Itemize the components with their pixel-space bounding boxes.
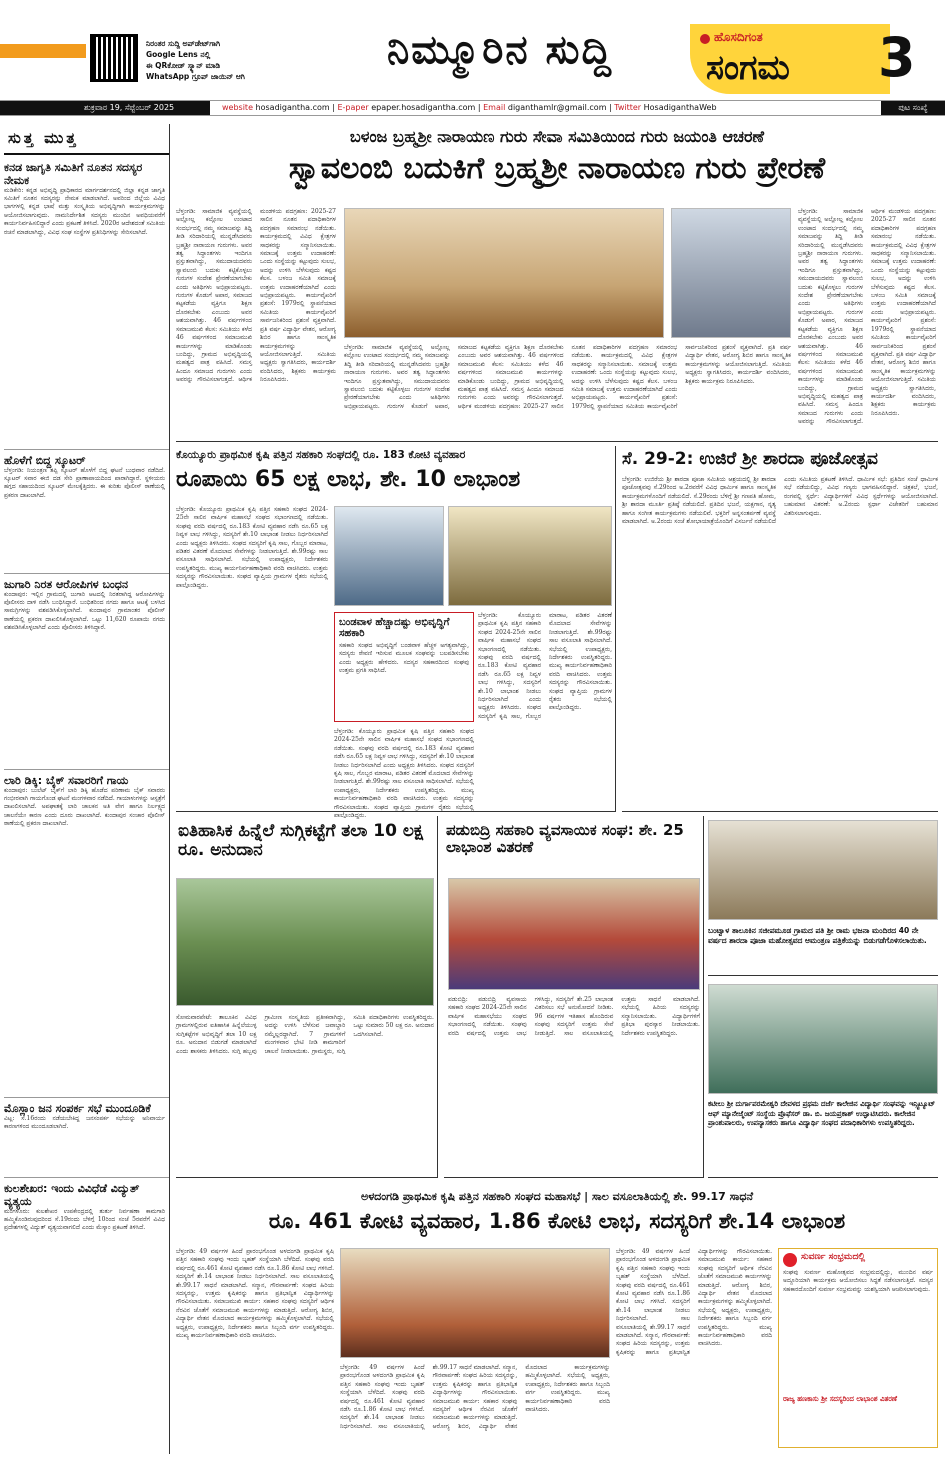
- contact-strip: website hosadigantha.com | E-paper epaper.hosadigantha.com | Email diganthamlr@gmail.com | Twitter HosadiganthaWeb: [222, 103, 717, 112]
- story-koyyur: [176, 446, 616, 820]
- suvarna-logo-icon: [783, 1253, 797, 1267]
- page-number: 3: [878, 26, 916, 89]
- story6-kicker-bar: ಅಳದಂಗಡಿ ಪ್ರಾಥಮಿಕ ಕೃಷಿ ಪತ್ತಿನ ಸಹಕಾರಿ ಸಂಘದ ಮಹಾಸಭೆ | ಸಾಲ ವಸೂಲಾತಿಯಲ್ಲಿ ಶೇ. 99.17 ಸಾಧನೆ: [360, 1190, 754, 1203]
- caption-b: ಕಟೀಲು ಶ್ರೀ ದುರ್ಗಾಪರಮೇಶ್ವರಿ ದೇವಳದ ಪ್ರಥಮ ದರ್ಜೆ ಕಾಲೇಜಿನ ವಿದ್ಯಾರ್ಥಿ ಸಂಘವನ್ನು ಇನ್ಸ್ಟಿಟ್ಯೂಟ್ ಆಫ್ ಮ್ಯಾನೇಜ್ಮೆಂಟ್ ಸಂಸ್ಥೆಯ ಪ್ರೊಫೆಸರ್ ಡಾ. ಬಿ. ಜಯಪ್ರಕಾಶ್ ಉದ್ಘಾಟಿಸಿದರು. ಕಾಲೇಜಿನ ಪ್ರಾಂಶುಪಾಲರು, ಉಪನ್ಯಾಸಕರು ಹಾಗೂ ವಿದ್ಯಾರ್ಥಿ ಸಂಘದ ಪದಾಧಿಕಾರಿಗಳು ಉಪಸ್ಥಿತರಿದ್ದರು.: [708, 1100, 936, 1128]
- masthead: [0, 0, 945, 118]
- story5-body: ಪಡುಬಿದ್ರಿ: ಪಡುಬಿದ್ರಿ ವ್ಯವಸಾಯ ಸಹಕಾರಿ ಸಂಘದ 2024-25ನೇ ಸಾಲಿನ ವಾರ್ಷಿಕ ಮಹಾಸಭೆಯು ಸಂಘದ ಸಭಾಂಗಣದಲ್ಲಿ ನಡೆಯಿತು. ಸಂಘವು ವರದಿ ವರ್ಷದಲ್ಲಿ ಉತ್ತಮ ಲಾಭ ಗಳಿಸಿದ್ದು, ಸದಸ್ಯರಿಗೆ ಶೇ.25 ಲಾಭಾಂಶ ವಿತರಿಸಲು ಸಭೆ ಅನುಮೋದನೆ ನೀಡಿತು. 96 ವರ್ಷಗಳ ಇತಿಹಾಸ ಹೊಂದಿರುವ ಸಂಘವು ಸದಸ್ಯರಿಗೆ ಉತ್ತಮ ಸೇವೆ ನೀಡುತ್ತಿದೆ. ಸಾಲ ವಸೂಲಾತಿಯಲ್ಲಿ ಉತ್ತಮ ಸಾಧನೆ ಮಾಡಲಾಗಿದೆ. ಸಭೆಯಲ್ಲಿ ಹಿರಿಯ ಸದಸ್ಯರನ್ನು ಸನ್ಮಾನಿಸಲಾಯಿತು. ವಿದ್ಯಾರ್ಥಿಗಳಿಗೆ ಪ್ರತಿಭಾ ಪುರಸ್ಕಾರ ನೀಡಲಾಯಿತು. ನಿರ್ದೇಶಕರು ಉಪಸ್ಥಿತರಿದ್ದರು.: [448, 996, 700, 1037]
- suvarna-box: ಸುವರ್ಣ ಸಂಭ್ರಮದಲ್ಲಿ ಸಂಘವು ಸುವರ್ಣ ಮಹೋತ್ಸವದ ಸಂಭ್ರಮದಲ್ಲಿದ್ದು, ಮುಂದಿನ ವರ್ಷ ಅದ್ದೂರಿಯಾಗಿ ಕಾರ್ಯಕ್ರಮ ಆಯೋಜಿಸಲು ಸಿದ್ಧತೆ ನಡೆಸಲಾಗುತ್ತಿದೆ. ಸದಸ್ಯರ ಸಹಕಾರದೊಂದಿಗೆ ಸುವರ್ಣ ಸಂಭ್ರಮವನ್ನು ಯಶಸ್ವಿಯಾಗಿ ಆಚರಿಸಲಾಗುವುದು. ರಾಜ್ಯ ಹಣಕಾಸು ಶ್ರೀ ಸದಸ್ಯರಿಂದ ಲಾಭಾಂಶ ವಿತರಣೆ: [778, 1248, 938, 1448]
- twitter-link[interactable]: HosadiganthaWeb: [643, 103, 717, 112]
- epaper-link[interactable]: epaper.hosadigantha.com: [371, 103, 476, 112]
- story-ujire: [622, 446, 938, 812]
- story2-body-bottom: ಬೆಳ್ತಂಗಡಿ: ಕೊಯ್ಯೂರು ಪ್ರಾಥಮಿಕ ಕೃಷಿ ಪತ್ತಿನ ಸಹಕಾರಿ ಸಂಘದ 2024-25ನೇ ಸಾಲಿನ ವಾರ್ಷಿಕ ಮಹಾಸಭೆ ಸಂಘದ ಸಭಾಂಗಣದಲ್ಲಿ ನಡೆಯಿತು. ಸಂಘವು ವರದಿ ವರ್ಷದಲ್ಲಿ ರೂ.183 ಕೋಟಿ ವ್ಯವಹಾರ ನಡೆಸಿ ರೂ.65 ಲಕ್ಷ ನಿವ್ವಳ ಲಾಭ ಗಳಿಸಿದ್ದು, ಸದಸ್ಯರಿಗೆ ಶೇ.10 ಲಾಭಾಂಶ ನೀಡಲು ನಿರ್ಧರಿಸಲಾಗಿದೆ ಎಂದು ಅಧ್ಯಕ್ಷರು ತಿಳಿಸಿದರು. ಸಂಘದ ಸದಸ್ಯರಿಗೆ ಕೃಷಿ ಸಾಲ, ಗೊಬ್ಬರ ಮಾರಾಟ, ಪಡಿತರ ವಿತರಣೆ ಮೊದಲಾದ ಸೇವೆಗಳನ್ನು ನೀಡಲಾಗುತ್ತಿದೆ. ಶೇ.99ರಷ್ಟು ಸಾಲ ವಸೂಲಾತಿ ಸಾಧಿಸಲಾಗಿದೆ. ಸಭೆಯಲ್ಲಿ ಉಪಾಧ್ಯಕ್ಷರು, ನಿರ್ದೇಶಕರು ಉಪಸ್ಥಿತರಿದ್ದರು. ಮುಖ್ಯ ಕಾರ್ಯನಿರ್ವಹಣಾಧಿಕಾರಿ ವರದಿ ವಾಚಿಸಿದರು. ಉತ್ತಮ ಸದಸ್ಯರನ್ನು ಗೌರವಿಸಲಾಯಿತು. ಸಂಘದ ವ್ಯಾಪ್ತಿಯ ಗ್ರಾಮಗಳ ರೈತರು ಸಭೆಯಲ್ಲಿ ಪಾಲ್ಗೊಂಡಿದ್ದರು.: [334, 728, 474, 820]
- story2-headline: ರೂಪಾಯಿ 65 ಲಕ್ಷ ಲಾಭ, ಶೇ. 10 ಲಾಭಾಂಶ: [176, 466, 521, 492]
- lead-kicker: ಬಳಂಜ ಬ್ರಹ್ಮಶ್ರೀ ನಾರಾಯಣ ಗುರು ಸೇವಾ ಸಮಿತಿಯಿಂದ ಗುರು ಜಯಂತಿ ಆಚರಣೆ: [349, 127, 765, 146]
- lead-headline: ಸ್ವಾವಲಂಬಿ ಬದುಕಿಗೆ ಬ್ರಹ್ಮಶ್ರೀ ನಾರಾಯಣ ಗುರು ಪ್ರೇರಣೆ: [288, 150, 826, 186]
- brand-name: ಹೊಸದಿಗಂತ: [714, 30, 763, 44]
- sidebar-logo: ಸುತ್ತ ಮುತ್ತ: [4, 124, 169, 155]
- lead-body-left: ಬೆಳ್ತಂಗಡಿ: ಸಾಮಾಜಿಕ ವ್ಯವಸ್ಥೆಯಲ್ಲಿ ಅಲ್ಲೋಲ್ಲ ಕಲ್ಲೋಲ ಉಂಟಾದ ಸಂದರ್ಭದಲ್ಲಿ ನಮ್ಮ ಸಮಾಜವನ್ನು ತಿದ್ದಿ ತೀಡಿ ಸರಿದಾರಿಯಲ್ಲಿ ಮುನ್ನಡೆಸಿದವರು ಬ್ರಹ್ಮಶ್ರೀ ನಾರಾಯಣ ಗುರುಗಳು. ಅವರ ತತ್ವ ಸಿದ್ಧಾಂತಗಳು ಇಂದಿಗೂ ಪ್ರಸ್ತುತವಾಗಿದ್ದು, ಸಮುದಾಯದವರು ಸ್ವಾವಲಂಬಿ ಬದುಕು ಕಟ್ಟಿಕೊಳ್ಳಲು ಗುರುಗಳ ಸಂದೇಶ ಪ್ರೇರಣೆಯಾಗಬೇಕು ಎಂದು ಅತಿಥಿಗಳು ಅಭಿಪ್ರಾಯಪಟ್ಟರು. ಗುರುಗಳ ಕೊಡುಗೆ ಅಪಾರ, ಸಮಾಜದ ಕಟ್ಟಕಡೆಯ ವ್ಯಕ್ತಿಗೂ ಶಿಕ್ಷಣ ದೊರಕಬೇಕು ಎಂಬುದು ಅವರ ಆಶಯವಾಗಿತ್ತು. 46 ವರ್ಷಗಳಿಂದ ಸಮಾಜಮುಖಿ ಕೆಲಸ: ಸಮಿತಿಯು ಕಳೆದ 46 ವರ್ಷಗಳಿಂದ ಸಮಾಜಮುಖಿ ಕಾರ್ಯಗಳನ್ನು ಮಾಡಿಕೊಂಡು ಬಂದಿದ್ದು, ಗ್ರಾಮದ ಅಭಿವೃದ್ಧಿಯಲ್ಲಿ ಮಹತ್ವದ ಪಾತ್ರ ವಹಿಸಿದೆ. ಸಮಸ್ತ ಹಿಂದೂ ಸಮಾಜದ ಗುರುಗಳು ಎಂದು ಅವರನ್ನು ಗೌರವಿಸಲಾಗುತ್ತದೆ. ಆರ್ಥಿಕ ಮಂಡಳಿಯ ಪದಗ್ರಹಣ: 2025-27 ಸಾಲಿನ ನೂತನ ಪದಾಧಿಕಾರಿಗಳ ಪದಗ್ರಹಣ ಸಮಾರಂಭ ನಡೆಯಿತು. ಕಾರ್ಯಕ್ರಮದಲ್ಲಿ ವಿವಿಧ ಕ್ಷೇತ್ರಗಳ ಸಾಧಕರನ್ನು ಸನ್ಮಾನಿಸಲಾಯಿತು. ಸಮಾಜಕ್ಕೆ ಉತ್ತಮ ಉದಾಹರಣೆ: ಒಂದು ಸಂಸ್ಥೆಯನ್ನು ಕಟ್ಟುವುದು ಸುಲಭ, ಅದನ್ನು ಉಳಿಸಿ ಬೆಳೆಸುವುದು ಕಷ್ಟದ ಕೆಲಸ. ಬಳಂಜ ಸಮಿತಿ ಸಮಾಜಕ್ಕೆ ಉತ್ತಮ ಉದಾಹರಣೆಯಾಗಿದೆ ಎಂದು ಅಭಿಪ್ರಾಯಪಟ್ಟರು. ಕಾರ್ಯವೈಖರಿಗೆ ಪ್ರಶಂಸೆ: 1979ರಲ್ಲಿ ಸ್ಥಾಪನೆಯಾದ ಸಮಿತಿಯ ಕಾರ್ಯವೈಖರಿಗೆ ಸಾರ್ವಜನಿಕರಿಂದ ಪ್ರಶಂಸೆ ವ್ಯಕ್ತವಾಗಿದೆ. ಪ್ರತಿ ವರ್ಷ ವಿದ್ಯಾರ್ಥಿ ವೇತನ, ಆರೋಗ್ಯ ಶಿಬಿರ ಹಾಗೂ ಸಾಂಸ್ಕೃತಿಕ ಕಾರ್ಯಕ್ರಮಗಳನ್ನು ಆಯೋಜಿಸಲಾಗುತ್ತಿದೆ. ಸಮಿತಿಯ ಅಧ್ಯಕ್ಷರು ಸ್ವಾಗತಿಸಿದರು, ಕಾರ್ಯದರ್ಶಿ ವಂದಿಸಿದರು, ಶಿಕ್ಷಕರು ಕಾರ್ಯಕ್ರಮ ನಿರೂಪಿಸಿದರು.: [176, 208, 336, 384]
- sidebar-item: ಕುಲಶೇಖರ: ಇಂದು ವಿವಿಧೆಡೆ ವಿದ್ಯುತ್ ವ್ಯತ್ಯಯ ಮಂಗಳೂರು: ಕುಲಶೇಖರ ಉಪಕೇಂದ್ರದಲ್ಲಿ ತುರ್ತು ನಿರ್ವಹಣಾ ಕಾಮಗಾರಿ ಹಮ್ಮಿಕೊಂಡಿರುವುದರಿಂದ ಸೆ.19ರಂದು ಬೆಳಿಗ್ಗೆ 10ರಿಂದ ಸಂಜೆ 5ರವರೆಗೆ ವಿವಿಧ ಪ್ರದೇಶಗಳಲ್ಲಿ ವಿದ್ಯುತ್ ವ್ಯತ್ಯಯವಾಗಲಿದೆ ಎಂದು ಮೆಸ್ಕಾಂ ಪ್ರಕಟಣೆ ತಿಳಿಸಿದೆ.: [4, 1177, 169, 1300]
- date-badge: ಶುಕ್ರವಾರ 19, ಸೆಪ್ಟೆಂಬರ್ 2025: [0, 101, 210, 115]
- story2-kicker: ಕೊಯ್ಯೂರು ಪ್ರಾಥಮಿಕ ಕೃಷಿ ಪತ್ತಿನ ಸಹಕಾರಿ ಸಂಘದಲ್ಲಿ ರೂ. 183 ಕೋಟಿ ವ್ಯವಹಾರ: [176, 449, 466, 461]
- story3-kicker: ಸೆ. 29-2: ಉಜಿರೆ ಶ್ರೀ ಶಾರದಾ ಪೂಜೋತ್ಸವ: [622, 449, 878, 469]
- story3-body: ಬೆಳ್ತಂಗಡಿ: ಉಜಿರೆಯ ಶ್ರೀ ಶಾರದಾ ಪೂಜಾ ಸಮಿತಿಯ ಆಶ್ರಯದಲ್ಲಿ ಶ್ರೀ ಶಾರದಾ ಪೂಜೋತ್ಸವವು ಸೆ.29ರಿಂದ ಅ.2ರವರೆಗೆ ವಿವಿಧ ಧಾರ್ಮಿಕ ಹಾಗೂ ಸಾಂಸ್ಕೃತಿಕ ಕಾರ್ಯಕ್ರಮಗಳೊಂದಿಗೆ ನಡೆಯಲಿದೆ. ಸೆ.29ರಂದು ಬೆಳಿಗ್ಗೆ ಶ್ರೀ ಗಣಪತಿ ಹೋಮ, ಶ್ರೀ ಶಾರದಾ ಮೂರ್ತಿ ಪ್ರತಿಷ್ಠೆ ನಡೆಯಲಿದೆ. ಪ್ರತಿದಿನ ಭಜನೆ, ಯಕ್ಷಗಾನ, ನೃತ್ಯ ಹಾಗೂ ಸಂಗೀತ ಕಾರ್ಯಕ್ರಮಗಳು ನಡೆಯಲಿವೆ. ಭಕ್ತರಿಗೆ ಅನ್ನಸಂತರ್ಪಣೆ ವ್ಯವಸ್ಥೆ ಮಾಡಲಾಗಿದೆ. ಅ.2ರಂದು ಸಂಜೆ ಶೋಭಾಯಾತ್ರೆಯೊಂದಿಗೆ ವಿಸರ್ಜನೆ ನಡೆಯಲಿದೆ ಎಂದು ಸಮಿತಿಯ ಪ್ರಕಟಣೆ ತಿಳಿಸಿದೆ. ಧಾರ್ಮಿಕ ಸಭೆ: ಪ್ರತಿದಿನ ಸಂಜೆ ಧಾರ್ಮಿಕ ಸಭೆ ನಡೆಯಲಿದ್ದು, ವಿವಿಧ ಗಣ್ಯರು ಭಾಗವಹಿಸಲಿದ್ದಾರೆ. ಚಿತ್ರಕಲೆ, ಭಜನೆ, ರಂಗವಲ್ಲಿ ಸ್ಪರ್ಧೆ: ವಿದ್ಯಾರ್ಥಿಗಳಿಗೆ ವಿವಿಧ ಸ್ಪರ್ಧೆಗಳನ್ನು ಆಯೋಜಿಸಲಾಗಿದೆ. ಬಹುಮಾನ ವಿತರಣೆ: ಅ.2ರಂದು ಸ್ಪರ್ಧಾ ವಿಜೇತರಿಗೆ ಬಹುಮಾನ ವಿತರಿಸಲಾಗುವುದು.: [622, 476, 938, 526]
- sidebar-item: ಜುಗಾರಿ ನಿರತ ಆರೋಪಿಗಳ ಬಂಧನ ಕುಂದಾಪುರ: ಇಲ್ಲಿನ ಗ್ರಾಮದಲ್ಲಿ ಜುಗಾರಿ ಆಟದಲ್ಲಿ ನಿರತರಾಗಿದ್ದ ಆರೋಪಿಗಳನ್ನು ಪೊಲೀಸರು ದಾಳಿ ನಡೆಸಿ ಬಂಧಿಸಿದ್ದಾರೆ. ಬಂಧಿತರಿಂದ ನಗದು ಹಾಗೂ ಆಟಕ್ಕೆ ಬಳಸಿದ ಸಾಮಗ್ರಿಗಳನ್ನು ವಶಪಡಿಸಿಕೊಳ್ಳಲಾಗಿದೆ. ಕುಂದಾಪುರ ಗ್ರಾಮಾಂತರ ಪೊಲೀಸ್ ಠಾಣೆಯಲ್ಲಿ ಪ್ರಕರಣ ದಾಖಲಿಸಿಕೊಳ್ಳಲಾಗಿದೆ. ಒಟ್ಟು 11,620 ರೂಪಾಯಿ ನಗದು ವಶಪಡಿಸಿಕೊಳ್ಳಲಾಗಿದೆ ಎಂದು ಪೊಲೀಸರು ತಿಳಿಸಿದ್ದಾರೆ.: [4, 573, 169, 763]
- sidebar-item: ಕನಡ ಜಾಗೃತಿ ಸಮಿತಿಗೆ ನೂತನ ಸದಸ್ಯರ ನೇಮಕ ಮಡಿಕೇರಿ: ಕನ್ನಡ ಅಭಿವೃದ್ಧಿ ಪ್ರಾಧಿಕಾರದ ಮಾರ್ಗದರ್ಶನದಲ್ಲಿ ಜಿಲ್ಲಾ ಕನ್ನಡ ಜಾಗೃತಿ ಸಮಿತಿಗೆ ನೂತನ ಸದಸ್ಯರನ್ನು ನೇಮಕ ಮಾಡಲಾಗಿದೆ. ಅವರಿಂದ ಜಿಲ್ಲೆಯ ವಿವಿಧ ಭಾಗಗಳಲ್ಲಿ ಕನ್ನಡ ಭಾಷೆ ಮತ್ತು ಸಂಸ್ಕೃತಿಯ ಅಭಿವೃದ್ಧಿಗಾಗಿ ಕಾರ್ಯಕ್ರಮಗಳನ್ನು ಆಯೋಜಿಸಲಾಗುವುದು. ನಾಮನಿರ್ದೇಶಿತ ಸದಸ್ಯರು ಮುಂದಿನ ಅವಧಿಯವರೆಗೆ ಕಾರ್ಯನಿರ್ವಹಿಸಲಿದ್ದಾರೆ ಎಂದು ಪ್ರಕಟಣೆ ತಿಳಿಸಿದೆ. 2020ರ ಆದೇಶದಂತೆ ಸಮಿತಿಯ ರಚನೆ ಮಾಡಲಾಗಿದ್ದು, ವಿವಿಧ ಸಂಘ ಸಂಸ್ಥೆಗಳ ಪ್ರತಿನಿಧಿಗಳನ್ನು ಸೇರಿಸಲಾಗಿದೆ.: [4, 160, 165, 236]
- story5-headline: ಪಡುಬಿದ್ರಿ ಸಹಕಾರಿ ವ್ಯವಸಾಯಿಕ ಸಂಘ: ಶೇ. 25 ಲಾಭಾಂಶ ವಿತರಣೆ: [446, 821, 684, 856]
- photo-block-a: [708, 816, 938, 976]
- story2-body-right: ಬೆಳ್ತಂಗಡಿ: ಕೊಯ್ಯೂರು ಪ್ರಾಥಮಿಕ ಕೃಷಿ ಪತ್ತಿನ ಸಹಕಾರಿ ಸಂಘದ 2024-25ನೇ ಸಾಲಿನ ವಾರ್ಷಿಕ ಮಹಾಸಭೆ ಸಂಘದ ಸಭಾಂಗಣದಲ್ಲಿ ನಡೆಯಿತು. ಸಂಘವು ವರದಿ ವರ್ಷದಲ್ಲಿ ರೂ.183 ಕೋಟಿ ವ್ಯವಹಾರ ನಡೆಸಿ ರೂ.65 ಲಕ್ಷ ನಿವ್ವಳ ಲಾಭ ಗಳಿಸಿದ್ದು, ಸದಸ್ಯರಿಗೆ ಶೇ.10 ಲಾಭಾಂಶ ನೀಡಲು ನಿರ್ಧರಿಸಲಾಗಿದೆ ಎಂದು ಅಧ್ಯಕ್ಷರು ತಿಳಿಸಿದರು. ಸಂಘದ ಸದಸ್ಯರಿಗೆ ಕೃಷಿ ಸಾಲ, ಗೊಬ್ಬರ ಮಾರಾಟ, ಪಡಿತರ ವಿತರಣೆ ಮೊದಲಾದ ಸೇವೆಗಳನ್ನು ನೀಡಲಾಗುತ್ತಿದೆ. ಶೇ.99ರಷ್ಟು ಸಾಲ ವಸೂಲಾತಿ ಸಾಧಿಸಲಾಗಿದೆ. ಸಭೆಯಲ್ಲಿ ಉಪಾಧ್ಯಕ್ಷರು, ನಿರ್ದೇಶಕರು ಉಪಸ್ಥಿತರಿದ್ದರು. ಮುಖ್ಯ ಕಾರ್ಯನಿರ್ವಹಣಾಧಿಕಾರಿ ವರದಿ ವಾಚಿಸಿದರು. ಉತ್ತಮ ಸದಸ್ಯರನ್ನು ಗೌರವಿಸಲಾಯಿತು. ಸಂಘದ ವ್ಯಾಪ್ತಿಯ ಗ್ರಾಮಗಳ ರೈತರು ಸಭೆಯಲ್ಲಿ ಪಾಲ್ಗೊಂಡಿದ್ದರು.: [478, 612, 612, 720]
- email-link[interactable]: diganthamlr@gmail.com: [507, 103, 607, 112]
- orange-accent-bar: [0, 44, 86, 58]
- sidebar: [4, 124, 170, 1454]
- story2-box: ಬಂಡವಾಳ ಹೆಚ್ಚಾದಷ್ಟು ಅಭಿವೃದ್ಧಿಗೆ ಸಹಕಾರಿ ಸಹಕಾರಿ ಸಂಘದ ಅಭಿವೃದ್ಧಿಗೆ ಬಂಡವಾಳ ಹೆಚ್ಚಳ ಅಗತ್ಯವಾಗಿದ್ದು, ಸದಸ್ಯರು ಠೇವಣಿ ಇರಿಸುವ ಮೂಲಕ ಸಂಘವನ್ನು ಬಲಪಡಿಸಬೇಕು ಎಂದು ಅಧ್ಯಕ್ಷರು ಹೇಳಿದರು. ಸದಸ್ಯರ ಸಹಕಾರದಿಂದ ಸಂಘವು ಉತ್ತಮ ಪ್ರಗತಿ ಸಾಧಿಸಿದೆ.: [334, 612, 474, 722]
- story6-body-bottom: ಬೆಳ್ತಂಗಡಿ: 49 ವರ್ಷಗಳ ಹಿಂದೆ ಪ್ರಾರಂಭಗೊಂಡ ಅಳದಂಗಡಿ ಪ್ರಾಥಮಿಕ ಕೃಷಿ ಪತ್ತಿನ ಸಹಕಾರಿ ಸಂಘವು ಇಂದು ಬೃಹತ್ ಸಂಸ್ಥೆಯಾಗಿ ಬೆಳೆದಿದೆ. ಸಂಘವು ವರದಿ ವರ್ಷದಲ್ಲಿ ರೂ.461 ಕೋಟಿ ವ್ಯವಹಾರ ನಡೆಸಿ ರೂ.1.86 ಕೋಟಿ ಲಾಭ ಗಳಿಸಿದೆ. ಸದಸ್ಯರಿಗೆ ಶೇ.14 ಲಾಭಾಂಶ ನೀಡಲು ನಿರ್ಧರಿಸಲಾಗಿದೆ. ಸಾಲ ವಸೂಲಾತಿಯಲ್ಲಿ ಶೇ.99.17 ಸಾಧನೆ ಮಾಡಲಾಗಿದೆ. ಸನ್ಮಾನ, ಗೌರವಾರ್ಪಣೆ: ಸಂಘದ ಹಿರಿಯ ಸದಸ್ಯರನ್ನು, ಉತ್ತಮ ಕೃಷಿಕರನ್ನು ಹಾಗೂ ಪ್ರತಿಭಾನ್ವಿತ ವಿದ್ಯಾರ್ಥಿಗಳನ್ನು ಗೌರವಿಸಲಾಯಿತು. ಸಮಾಜಮುಖಿ ಕಾರ್ಯ: ಸಹಕಾರ ಸಂಘವು ಸದಸ್ಯರಿಗೆ ಆರ್ಥಿಕ ನೆರವಿನ ಜೊತೆಗೆ ಸಮಾಜಮುಖಿ ಕಾರ್ಯಗಳನ್ನು ಮಾಡುತ್ತಿದೆ. ಆರೋಗ್ಯ ಶಿಬಿರ, ವಿದ್ಯಾರ್ಥಿ ವೇತನ ಮೊದಲಾದ ಕಾರ್ಯಕ್ರಮಗಳನ್ನು ಹಮ್ಮಿಕೊಳ್ಳಲಾಗಿದೆ. ಸಭೆಯಲ್ಲಿ ಅಧ್ಯಕ್ಷರು, ಉಪಾಧ್ಯಕ್ಷರು, ನಿರ್ದೇಶಕರು ಹಾಗೂ ಸಿಬ್ಬಂದಿ ವರ್ಗ ಉಪಸ್ಥಿತರಿದ್ದರು. ಮುಖ್ಯ ಕಾರ್ಯನಿರ್ವಹಣಾಧಿಕಾರಿ ವರದಿ ವಾಚಿಸಿದರು.: [340, 1364, 610, 1430]
- lead-story: [176, 124, 938, 442]
- page-label: ಪುಟ ಸಂಖ್ಯೆ: [881, 101, 945, 115]
- lead-body-right: ಬೆಳ್ತಂಗಡಿ: ಸಾಮಾಜಿಕ ವ್ಯವಸ್ಥೆಯಲ್ಲಿ ಅಲ್ಲೋಲ್ಲ ಕಲ್ಲೋಲ ಉಂಟಾದ ಸಂದರ್ಭದಲ್ಲಿ ನಮ್ಮ ಸಮಾಜವನ್ನು ತಿದ್ದಿ ತೀಡಿ ಸರಿದಾರಿಯಲ್ಲಿ ಮುನ್ನಡೆಸಿದವರು ಬ್ರಹ್ಮಶ್ರೀ ನಾರಾಯಣ ಗುರುಗಳು. ಅವರ ತತ್ವ ಸಿದ್ಧಾಂತಗಳು ಇಂದಿಗೂ ಪ್ರಸ್ತುತವಾಗಿದ್ದು, ಸಮುದಾಯದವರು ಸ್ವಾವಲಂಬಿ ಬದುಕು ಕಟ್ಟಿಕೊಳ್ಳಲು ಗುರುಗಳ ಸಂದೇಶ ಪ್ರೇರಣೆಯಾಗಬೇಕು ಎಂದು ಅತಿಥಿಗಳು ಅಭಿಪ್ರಾಯಪಟ್ಟರು. ಗುರುಗಳ ಕೊಡುಗೆ ಅಪಾರ, ಸಮಾಜದ ಕಟ್ಟಕಡೆಯ ವ್ಯಕ್ತಿಗೂ ಶಿಕ್ಷಣ ದೊರಕಬೇಕು ಎಂಬುದು ಅವರ ಆಶಯವಾಗಿತ್ತು. 46 ವರ್ಷಗಳಿಂದ ಸಮಾಜಮುಖಿ ಕೆಲಸ: ಸಮಿತಿಯು ಕಳೆದ 46 ವರ್ಷಗಳಿಂದ ಸಮಾಜಮುಖಿ ಕಾರ್ಯಗಳನ್ನು ಮಾಡಿಕೊಂಡು ಬಂದಿದ್ದು, ಗ್ರಾಮದ ಅಭಿವೃದ್ಧಿಯಲ್ಲಿ ಮಹತ್ವದ ಪಾತ್ರ ವಹಿಸಿದೆ. ಸಮಸ್ತ ಹಿಂದೂ ಸಮಾಜದ ಗುರುಗಳು ಎಂದು ಅವರನ್ನು ಗೌರವಿಸಲಾಗುತ್ತದೆ. ಆರ್ಥಿಕ ಮಂಡಳಿಯ ಪದಗ್ರಹಣ: 2025-27 ಸಾಲಿನ ನೂತನ ಪದಾಧಿಕಾರಿಗಳ ಪದಗ್ರಹಣ ಸಮಾರಂಭ ನಡೆಯಿತು. ಕಾರ್ಯಕ್ರಮದಲ್ಲಿ ವಿವಿಧ ಕ್ಷೇತ್ರಗಳ ಸಾಧಕರನ್ನು ಸನ್ಮಾನಿಸಲಾಯಿತು. ಸಮಾಜಕ್ಕೆ ಉತ್ತಮ ಉದಾಹರಣೆ: ಒಂದು ಸಂಸ್ಥೆಯನ್ನು ಕಟ್ಟುವುದು ಸುಲಭ, ಅದನ್ನು ಉಳಿಸಿ ಬೆಳೆಸುವುದು ಕಷ್ಟದ ಕೆಲಸ. ಬಳಂಜ ಸಮಿತಿ ಸಮಾಜಕ್ಕೆ ಉತ್ತಮ ಉದಾಹರಣೆಯಾಗಿದೆ ಎಂದು ಅಭಿಪ್ರಾಯಪಟ್ಟರು. ಕಾರ್ಯವೈಖರಿಗೆ ಪ್ರಶಂಸೆ: 1979ರಲ್ಲಿ ಸ್ಥಾಪನೆಯಾದ ಸಮಿತಿಯ ಕಾರ್ಯವೈಖರಿಗೆ ಸಾರ್ವಜನಿಕರಿಂದ ಪ್ರಶಂಸೆ ವ್ಯಕ್ತವಾಗಿದೆ. ಪ್ರತಿ ವರ್ಷ ವಿದ್ಯಾರ್ಥಿ ವೇತನ, ಆರೋಗ್ಯ ಶಿಬಿರ ಹಾಗೂ ಸಾಂಸ್ಕೃತಿಕ ಕಾರ್ಯಕ್ರಮಗಳನ್ನು ಆಯೋಜಿಸಲಾಗುತ್ತಿದೆ. ಸಮಿತಿಯ ಅಧ್ಯಕ್ಷರು ಸ್ವಾಗತಿಸಿದರು, ಕಾರ್ಯದರ್ಶಿ ವಂದಿಸಿದರು, ಶಿಕ್ಷಕರು ಕಾರ್ಯಕ್ರಮ ನಿರೂಪಿಸಿದರು.: [798, 208, 936, 426]
- story2-photo-audience: [448, 506, 612, 606]
- info-bar: [0, 100, 945, 116]
- story6-headline: ರೂ. 461 ಕೋಟಿ ವ್ಯವಹಾರ, 1.86 ಕೋಟಿ ಲಾಭ, ಸದಸ್ಯರಿಗೆ ಶೇ.14 ಲಾಭಾಂಶ: [268, 1209, 846, 1233]
- masthead-title: ನಿಮ್ಮೂರಿನ ಸುದ್ದಿ: [387, 27, 613, 73]
- story6-photo: [340, 1248, 610, 1358]
- qr-code-icon: [90, 34, 138, 82]
- sidebar-item: ಮೊಸ್ಲಾಂ ಜನ ಸಂಪರ್ಕ ಸಭೆ ಮುಂದೂಡಿಕೆ ವಿಟ್ಲ: ಸೆ.16ರಂದು ನಡೆಯಬೇಕಿದ್ದ ಜನಸಂಪರ್ಕ ಸಭೆಯನ್ನು ಅನಿವಾರ್ಯ ಕಾರಣಗಳಿಂದ ಮುಂದೂಡಲಾಗಿದೆ.: [4, 1097, 169, 1171]
- box-title: ಬಂಡವಾಳ ಹೆಚ್ಚಾದಷ್ಟು ಅಭಿವೃದ್ಧಿಗೆ ಸಹಕಾರಿ: [339, 617, 450, 639]
- story4-headline: ಐತಿಹಾಸಿಕ ಹಿನ್ನೆಲೆ ಸುಗ್ಗಿಕಟ್ಟೆಗೆ ತಲಾ 10 ಲಕ್ಷ ರೂ. ಅನುದಾನ: [178, 821, 424, 860]
- story6-body-right: ಬೆಳ್ತಂಗಡಿ: 49 ವರ್ಷಗಳ ಹಿಂದೆ ಪ್ರಾರಂಭಗೊಂಡ ಅಳದಂಗಡಿ ಪ್ರಾಥಮಿಕ ಕೃಷಿ ಪತ್ತಿನ ಸಹಕಾರಿ ಸಂಘವು ಇಂದು ಬೃಹತ್ ಸಂಸ್ಥೆಯಾಗಿ ಬೆಳೆದಿದೆ. ಸಂಘವು ವರದಿ ವರ್ಷದಲ್ಲಿ ರೂ.461 ಕೋಟಿ ವ್ಯವಹಾರ ನಡೆಸಿ ರೂ.1.86 ಕೋಟಿ ಲಾಭ ಗಳಿಸಿದೆ. ಸದಸ್ಯರಿಗೆ ಶೇ.14 ಲಾಭಾಂಶ ನೀಡಲು ನಿರ್ಧರಿಸಲಾಗಿದೆ. ಸಾಲ ವಸೂಲಾತಿಯಲ್ಲಿ ಶೇ.99.17 ಸಾಧನೆ ಮಾಡಲಾಗಿದೆ. ಸನ್ಮಾನ, ಗೌರವಾರ್ಪಣೆ: ಸಂಘದ ಹಿರಿಯ ಸದಸ್ಯರನ್ನು, ಉತ್ತಮ ಕೃಷಿಕರನ್ನು ಹಾಗೂ ಪ್ರತಿಭಾನ್ವಿತ ವಿದ್ಯಾರ್ಥಿಗಳನ್ನು ಗೌರವಿಸಲಾಯಿತು. ಸಮಾಜಮುಖಿ ಕಾರ್ಯ: ಸಹಕಾರ ಸಂಘವು ಸದಸ್ಯರಿಗೆ ಆರ್ಥಿಕ ನೆರವಿನ ಜೊತೆಗೆ ಸಮಾಜಮುಖಿ ಕಾರ್ಯಗಳನ್ನು ಮಾಡುತ್ತಿದೆ. ಆರೋಗ್ಯ ಶಿಬಿರ, ವಿದ್ಯಾರ್ಥಿ ವೇತನ ಮೊದಲಾದ ಕಾರ್ಯಕ್ರಮಗಳನ್ನು ಹಮ್ಮಿಕೊಳ್ಳಲಾಗಿದೆ. ಸಭೆಯಲ್ಲಿ ಅಧ್ಯಕ್ಷರು, ಉಪಾಧ್ಯಕ್ಷರು, ನಿರ್ದೇಶಕರು ಹಾಗೂ ಸಿಬ್ಬಂದಿ ವರ್ಗ ಉಪಸ್ಥಿತರಿದ್ದರು. ಮುಖ್ಯ ಕಾರ್ಯನಿರ್ವಹಣಾಧಿಕಾರಿ ವರದಿ ವಾಚಿಸಿದರು.: [616, 1248, 772, 1356]
- caption-b-photo: [708, 984, 938, 1094]
- website-link[interactable]: hosadigantha.com: [255, 103, 330, 112]
- qr-caption: ನಿರಂತರ ಸುದ್ದಿ ಅಪ್‌ಡೇಟ್‌ಗಾಗಿ Google Lens ನಲ್ಲಿ ಈ QRಕೋಡ್ ಸ್ಕ್ಯಾನ್ ಮಾಡಿ WhatsApp ಗ್ರೂಪ್ ಜಾಯಿನ್ ಆಗಿ: [146, 39, 245, 81]
- supplement-name: ಸಂಗಮ: [706, 48, 790, 88]
- brand-logo-icon: [700, 34, 710, 44]
- caption-a: ಬಂಟ್ವಾಳ ತಾಲೂಕಿನ ಸಜೀಪಮೂಡ ಗ್ರಾಮದ ಪತಿ ಶ್ರೀ ರಾಮ ಭಜನಾ ಮಂದಿರದ 40 ನೇ ವರ್ಷದ ಶಾರದಾ ಪೂಜಾ ಮಹೋತ್ಸವದ ಆಮಂತ್ರಣ ಪತ್ರಿಕೆಯನ್ನು ಬಿಡುಗಡೆಗೊಳಿಸಲಾಯಿತು.: [708, 926, 927, 945]
- story-aladangady: [176, 1184, 938, 1454]
- lead-photo-speaker: [671, 208, 791, 338]
- story-suggikatte: [176, 816, 438, 1178]
- story4-photo: [176, 878, 434, 1006]
- lead-body-bottom: ಬೆಳ್ತಂಗಡಿ: ಸಾಮಾಜಿಕ ವ್ಯವಸ್ಥೆಯಲ್ಲಿ ಅಲ್ಲೋಲ್ಲ ಕಲ್ಲೋಲ ಉಂಟಾದ ಸಂದರ್ಭದಲ್ಲಿ ನಮ್ಮ ಸಮಾಜವನ್ನು ತಿದ್ದಿ ತೀಡಿ ಸರಿದಾರಿಯಲ್ಲಿ ಮುನ್ನಡೆಸಿದವರು ಬ್ರಹ್ಮಶ್ರೀ ನಾರಾಯಣ ಗುರುಗಳು. ಅವರ ತತ್ವ ಸಿದ್ಧಾಂತಗಳು ಇಂದಿಗೂ ಪ್ರಸ್ತುತವಾಗಿದ್ದು, ಸಮುದಾಯದವರು ಸ್ವಾವಲಂಬಿ ಬದುಕು ಕಟ್ಟಿಕೊಳ್ಳಲು ಗುರುಗಳ ಸಂದೇಶ ಪ್ರೇರಣೆಯಾಗಬೇಕು ಎಂದು ಅತಿಥಿಗಳು ಅಭಿಪ್ರಾಯಪಟ್ಟರು. ಗುರುಗಳ ಕೊಡುಗೆ ಅಪಾರ, ಸಮಾಜದ ಕಟ್ಟಕಡೆಯ ವ್ಯಕ್ತಿಗೂ ಶಿಕ್ಷಣ ದೊರಕಬೇಕು ಎಂಬುದು ಅವರ ಆಶಯವಾಗಿತ್ತು. 46 ವರ್ಷಗಳಿಂದ ಸಮಾಜಮುಖಿ ಕೆಲಸ: ಸಮಿತಿಯು ಕಳೆದ 46 ವರ್ಷಗಳಿಂದ ಸಮಾಜಮುಖಿ ಕಾರ್ಯಗಳನ್ನು ಮಾಡಿಕೊಂಡು ಬಂದಿದ್ದು, ಗ್ರಾಮದ ಅಭಿವೃದ್ಧಿಯಲ್ಲಿ ಮಹತ್ವದ ಪಾತ್ರ ವಹಿಸಿದೆ. ಸಮಸ್ತ ಹಿಂದೂ ಸಮಾಜದ ಗುರುಗಳು ಎಂದು ಅವರನ್ನು ಗೌರವಿಸಲಾಗುತ್ತದೆ. ಆರ್ಥಿಕ ಮಂಡಳಿಯ ಪದಗ್ರಹಣ: 2025-27 ಸಾಲಿನ ನೂತನ ಪದಾಧಿಕಾರಿಗಳ ಪದಗ್ರಹಣ ಸಮಾರಂಭ ನಡೆಯಿತು. ಕಾರ್ಯಕ್ರಮದಲ್ಲಿ ವಿವಿಧ ಕ್ಷೇತ್ರಗಳ ಸಾಧಕರನ್ನು ಸನ್ಮಾನಿಸಲಾಯಿತು. ಸಮಾಜಕ್ಕೆ ಉತ್ತಮ ಉದಾಹರಣೆ: ಒಂದು ಸಂಸ್ಥೆಯನ್ನು ಕಟ್ಟುವುದು ಸುಲಭ, ಅದನ್ನು ಉಳಿಸಿ ಬೆಳೆಸುವುದು ಕಷ್ಟದ ಕೆಲಸ. ಬಳಂಜ ಸಮಿತಿ ಸಮಾಜಕ್ಕೆ ಉತ್ತಮ ಉದಾಹರಣೆಯಾಗಿದೆ ಎಂದು ಅಭಿಪ್ರಾಯಪಟ್ಟರು. ಕಾರ್ಯವೈಖರಿಗೆ ಪ್ರಶಂಸೆ: 1979ರಲ್ಲಿ ಸ್ಥಾಪನೆಯಾದ ಸಮಿತಿಯ ಕಾರ್ಯವೈಖರಿಗೆ ಸಾರ್ವಜನಿಕರಿಂದ ಪ್ರಶಂಸೆ ವ್ಯಕ್ತವಾಗಿದೆ. ಪ್ರತಿ ವರ್ಷ ವಿದ್ಯಾರ್ಥಿ ವೇತನ, ಆರೋಗ್ಯ ಶಿಬಿರ ಹಾಗೂ ಸಾಂಸ್ಕೃತಿಕ ಕಾರ್ಯಕ್ರಮಗಳನ್ನು ಆಯೋಜಿಸಲಾಗುತ್ತಿದೆ. ಸಮಿತಿಯ ಅಧ್ಯಕ್ಷರು ಸ್ವಾಗತಿಸಿದರು, ಕಾರ್ಯದರ್ಶಿ ವಂದಿಸಿದರು, ಶಿಕ್ಷಕರು ಕಾರ್ಯಕ್ರಮ ನಿರೂಪಿಸಿದರು.: [344, 344, 791, 410]
- story4-body: ಸೋಮವಾರಪೇಟೆ: ತಾಲೂಕಿನ ವಿವಿಧ ಗ್ರಾಮಗಳಲ್ಲಿರುವ ಐತಿಹಾಸಿಕ ಹಿನ್ನೆಲೆಯುಳ್ಳ ಸುಗ್ಗಿಕಟ್ಟೆಗಳ ಅಭಿವೃದ್ಧಿಗೆ ತಲಾ 10 ಲಕ್ಷ ರೂ. ಅನುದಾನ ಬಿಡುಗಡೆ ಮಾಡಲಾಗಿದೆ ಎಂದು ಶಾಸಕರು ತಿಳಿಸಿದರು. ಸುಗ್ಗಿ ಹಬ್ಬವು ಗ್ರಾಮೀಣ ಸಂಸ್ಕೃತಿಯ ಪ್ರತೀಕವಾಗಿದ್ದು, ಅದನ್ನು ಉಳಿಸಿ ಬೆಳೆಸುವ ಜವಾಬ್ದಾರಿ ನಮ್ಮೆಲ್ಲರದ್ದಾಗಿದೆ. 7 ಗ್ರಾಮಗಳಿಗೆ ಮಂಗಳವಾರ ಭೇಟಿ ನೀಡಿ ಕಾಮಗಾರಿಗೆ ಚಾಲನೆ ನೀಡಲಾಯಿತು. ಗ್ರಾಮಸ್ಥರು, ಸುಗ್ಗಿ ಸಮಿತಿ ಪದಾಧಿಕಾರಿಗಳು ಉಪಸ್ಥಿತರಿದ್ದರು. ಒಟ್ಟು ಸುಮಾರು 50 ಲಕ್ಷ ರೂ. ಅನುದಾನ ಒದಗಿಸಲಾಗಿದೆ.: [176, 1014, 434, 1055]
- story-padubidri: [444, 816, 704, 1178]
- suvarna-title: ಸುವರ್ಣ ಸಂಭ್ರಮದಲ್ಲಿ: [801, 1252, 866, 1262]
- sidebar-item: ಹೊಳೆಗೆ ಬಿದ್ದ ಸ್ಕೂಟರ್ ಬೆಳ್ತಂಗಡಿ: ನಿಯಂತ್ರಣ ತಪ್ಪಿ ಸ್ಕೂಟರ್ ಹೊಳೆಗೆ ಬಿದ್ದ ಘಟನೆ ಬುಧವಾರ ನಡೆದಿದೆ. ಸ್ಕೂಟರ್ ಸವಾರ ಈಜಿ ದಡ ಸೇರಿ ಪ್ರಾಣಾಪಾಯದಿಂದ ಪಾರಾಗಿದ್ದಾರೆ. ಸ್ಥಳೀಯರು ಹಗ್ಗದ ಸಹಾಯದಿಂದ ಸ್ಕೂಟರ್ ಮೇಲಕ್ಕೆತ್ತಿದರು. ಈ ಕುರಿತು ಪೊಲೀಸ್ ಠಾಣೆಯಲ್ಲಿ ಪ್ರಕರಣ ದಾಖಲಾಗಿದೆ.: [4, 449, 169, 567]
- suvarna-note: ರಾಜ್ಯ ಹಣಕಾಸು ಶ್ರೀ ಸದಸ್ಯರಿಂದ ಲಾಭಾಂಶ ವಿತರಣೆ: [783, 1394, 898, 1403]
- story2-body-left: ಬೆಳ್ತಂಗಡಿ: ಕೊಯ್ಯೂರು ಪ್ರಾಥಮಿಕ ಕೃಷಿ ಪತ್ತಿನ ಸಹಕಾರಿ ಸಂಘದ 2024-25ನೇ ಸಾಲಿನ ವಾರ್ಷಿಕ ಮಹಾಸಭೆ ಸಂಘದ ಸಭಾಂಗಣದಲ್ಲಿ ನಡೆಯಿತು. ಸಂಘವು ವರದಿ ವರ್ಷದಲ್ಲಿ ರೂ.183 ಕೋಟಿ ವ್ಯವಹಾರ ನಡೆಸಿ ರೂ.65 ಲಕ್ಷ ನಿವ್ವಳ ಲಾಭ ಗಳಿಸಿದ್ದು, ಸದಸ್ಯರಿಗೆ ಶೇ.10 ಲಾಭಾಂಶ ನೀಡಲು ನಿರ್ಧರಿಸಲಾಗಿದೆ ಎಂದು ಅಧ್ಯಕ್ಷರು ತಿಳಿಸಿದರು. ಸಂಘದ ಸದಸ್ಯರಿಗೆ ಕೃಷಿ ಸಾಲ, ಗೊಬ್ಬರ ಮಾರಾಟ, ಪಡಿತರ ವಿತರಣೆ ಮೊದಲಾದ ಸೇವೆಗಳನ್ನು ನೀಡಲಾಗುತ್ತಿದೆ. ಶೇ.99ರಷ್ಟು ಸಾಲ ವಸೂಲಾತಿ ಸಾಧಿಸಲಾಗಿದೆ. ಸಭೆಯಲ್ಲಿ ಉಪಾಧ್ಯಕ್ಷರು, ನಿರ್ದೇಶಕರು ಉಪಸ್ಥಿತರಿದ್ದರು. ಮುಖ್ಯ ಕಾರ್ಯನಿರ್ವಹಣಾಧಿಕಾರಿ ವರದಿ ವಾಚಿಸಿದರು. ಉತ್ತಮ ಸದಸ್ಯರನ್ನು ಗೌರವಿಸಲಾಯಿತು. ಸಂಘದ ವ್ಯಾಪ್ತಿಯ ಗ್ರಾಮಗಳ ರೈತರು ಸಭೆಯಲ್ಲಿ ಪಾಲ್ಗೊಂಡಿದ್ದರು.: [176, 506, 328, 589]
- story5-photo: [448, 878, 700, 990]
- lead-photo-stage: [344, 208, 664, 338]
- photo-block-b: [708, 980, 938, 1178]
- caption-a-photo: [708, 820, 938, 920]
- story2-photo-speaker: [334, 506, 444, 606]
- story6-body-left: ಬೆಳ್ತಂಗಡಿ: 49 ವರ್ಷಗಳ ಹಿಂದೆ ಪ್ರಾರಂಭಗೊಂಡ ಅಳದಂಗಡಿ ಪ್ರಾಥಮಿಕ ಕೃಷಿ ಪತ್ತಿನ ಸಹಕಾರಿ ಸಂಘವು ಇಂದು ಬೃಹತ್ ಸಂಸ್ಥೆಯಾಗಿ ಬೆಳೆದಿದೆ. ಸಂಘವು ವರದಿ ವರ್ಷದಲ್ಲಿ ರೂ.461 ಕೋಟಿ ವ್ಯವಹಾರ ನಡೆಸಿ ರೂ.1.86 ಕೋಟಿ ಲಾಭ ಗಳಿಸಿದೆ. ಸದಸ್ಯರಿಗೆ ಶೇ.14 ಲಾಭಾಂಶ ನೀಡಲು ನಿರ್ಧರಿಸಲಾಗಿದೆ. ಸಾಲ ವಸೂಲಾತಿಯಲ್ಲಿ ಶೇ.99.17 ಸಾಧನೆ ಮಾಡಲಾಗಿದೆ. ಸನ್ಮಾನ, ಗೌರವಾರ್ಪಣೆ: ಸಂಘದ ಹಿರಿಯ ಸದಸ್ಯರನ್ನು, ಉತ್ತಮ ಕೃಷಿಕರನ್ನು ಹಾಗೂ ಪ್ರತಿಭಾನ್ವಿತ ವಿದ್ಯಾರ್ಥಿಗಳನ್ನು ಗೌರವಿಸಲಾಯಿತು. ಸಮಾಜಮುಖಿ ಕಾರ್ಯ: ಸಹಕಾರ ಸಂಘವು ಸದಸ್ಯರಿಗೆ ಆರ್ಥಿಕ ನೆರವಿನ ಜೊತೆಗೆ ಸಮಾಜಮುಖಿ ಕಾರ್ಯಗಳನ್ನು ಮಾಡುತ್ತಿದೆ. ಆರೋಗ್ಯ ಶಿಬಿರ, ವಿದ್ಯಾರ್ಥಿ ವೇತನ ಮೊದಲಾದ ಕಾರ್ಯಕ್ರಮಗಳನ್ನು ಹಮ್ಮಿಕೊಳ್ಳಲಾಗಿದೆ. ಸಭೆಯಲ್ಲಿ ಅಧ್ಯಕ್ಷರು, ಉಪಾಧ್ಯಕ್ಷರು, ನಿರ್ದೇಶಕರು ಹಾಗೂ ಸಿಬ್ಬಂದಿ ವರ್ಗ ಉಪಸ್ಥಿತರಿದ್ದರು. ಮುಖ್ಯ ಕಾರ್ಯನಿರ್ವಹಣಾಧಿಕಾರಿ ವರದಿ ವಾಚಿಸಿದರು.: [176, 1248, 334, 1340]
- sidebar-item: ಲಾರಿ ಡಿಕ್ಕಿ: ಬೈಕ್ ಸವಾರರಿಗೆ ಗಾಯ ಕುಂದಾಪುರ: ಬುಲೆಟ್ ಬೈಕ್‌ಗೆ ಲಾರಿ ಡಿಕ್ಕಿ ಹೊಡೆದ ಪರಿಣಾಮ ಬೈಕ್ ಸವಾರರು ಗಂಭೀರವಾಗಿ ಗಾಯಗೊಂಡ ಘಟನೆ ಮಂಗಳವಾರ ನಡೆದಿದೆ. ಗಾಯಾಳುಗಳನ್ನು ಆಸ್ಪತ್ರೆಗೆ ದಾಖಲಿಸಲಾಗಿದೆ. ಅಪಘಾತಕ್ಕೆ ಲಾರಿ ಚಾಲಕನ ಅತಿ ವೇಗ ಹಾಗೂ ನಿರ್ಲಕ್ಷ್ಯದ ಚಾಲನೆಯೇ ಕಾರಣ ಎಂದು ದೂರು ದಾಖಲಾಗಿದೆ. ಕುಂದಾಪುರ ಸಂಚಾರ ಪೊಲೀಸ್ ಠಾಣೆಯಲ್ಲಿ ಪ್ರಕರಣ ದಾಖಲಾಗಿದೆ.: [4, 769, 169, 1091]
